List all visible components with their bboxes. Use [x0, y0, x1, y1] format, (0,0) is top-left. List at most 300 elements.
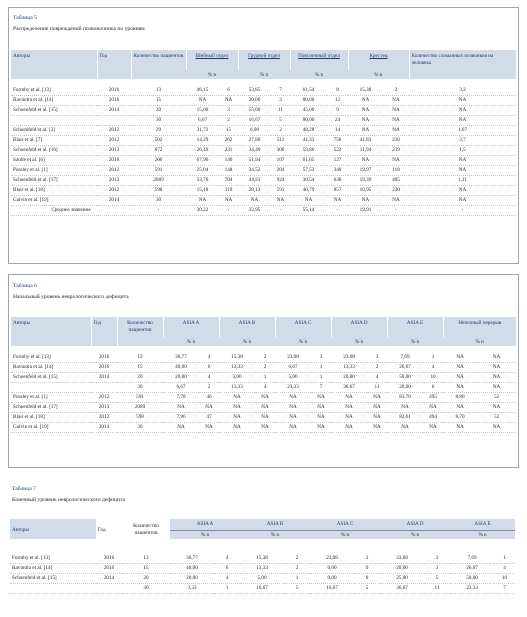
value-cell: 51,94: [238, 155, 271, 165]
value-cell: 3: [219, 105, 238, 115]
value-cell: 8,80: [443, 392, 477, 402]
value-cell: 10,95: [348, 185, 383, 195]
t6-header-pct-n: % n: [163, 337, 219, 346]
average-value: -: [327, 205, 348, 215]
value-cell: 13,33: [331, 362, 367, 372]
table-row: [11, 195, 516, 205]
value-cell: 206: [131, 155, 186, 165]
value-cell: 1: [284, 573, 310, 583]
value-cell: 405: [383, 175, 409, 185]
value-cell: 30,77: [170, 553, 214, 563]
t6-header-pct-n: % n: [387, 337, 443, 346]
value-cell: NA: [163, 422, 199, 432]
value-cell: 7: [271, 85, 290, 95]
value-cell: 2012: [97, 125, 131, 135]
author-cell: Formby et al. [13]: [10, 553, 96, 563]
value-cell: 80,00: [290, 115, 327, 125]
t5-header-cervical: Шейный отдел: [186, 50, 238, 70]
author-cell: Schoenfeld et al. [3]: [11, 125, 97, 135]
value-cell: 1,07: [409, 125, 516, 135]
t6-header-asia-a: ASIA A: [163, 317, 219, 337]
t6-header-pct-n: % n: [275, 337, 331, 346]
t7-header-asia-e: ASIA E: [450, 519, 515, 530]
table-7-body: [10, 553, 515, 593]
average-value: -: [271, 205, 290, 215]
value-cell: 598: [117, 412, 163, 422]
table-row: [11, 412, 516, 422]
value-cell: 4: [214, 573, 240, 583]
value-cell: 61,65: [290, 155, 327, 165]
table-5-block: [8, 7, 519, 264]
value-cell: 2014: [97, 195, 131, 205]
value-cell: 20: [122, 573, 170, 583]
value-cell: 3: [424, 563, 450, 573]
t7-header-pct-n: % n: [380, 530, 450, 539]
table-row: [10, 563, 515, 573]
value-cell: 300: [271, 145, 290, 155]
value-cell: 1,11: [409, 175, 516, 185]
value-cell: NA: [311, 412, 331, 422]
t6-header-asia-d: ASIA D: [331, 317, 387, 337]
value-cell: NA: [238, 195, 271, 205]
value-cell: 30: [117, 382, 163, 392]
value-cell: 9: [327, 105, 348, 115]
value-cell: 13,33: [219, 382, 255, 392]
table-row: [10, 553, 515, 563]
value-cell: 30,54: [290, 175, 327, 185]
value-cell: 8: [327, 85, 348, 95]
value-cell: NA: [409, 165, 516, 175]
table-5: [11, 50, 516, 216]
value-cell: NA: [275, 402, 311, 412]
author-cell: Schoenfeld et al. [15]: [11, 105, 97, 115]
author-cell: Galvin et al. [19]: [11, 195, 97, 205]
table-7: [10, 519, 515, 594]
value-cell: NA: [163, 402, 199, 412]
value-cell: 34,40: [238, 145, 271, 155]
value-cell: 6,67: [163, 382, 199, 392]
t6-header-year: Год: [91, 317, 117, 346]
value-cell: 13,33: [240, 563, 284, 573]
value-cell: 107: [271, 155, 290, 165]
t5-header-thoracic: Грудной отдел: [238, 50, 290, 70]
value-cell: 2: [271, 125, 290, 135]
value-cell: 36,67: [331, 382, 367, 392]
value-cell: 26,49: [186, 145, 219, 155]
value-cell: 638: [327, 175, 348, 185]
t5-header-pct-n: % n: [290, 70, 348, 79]
value-cell: 2016: [91, 352, 117, 362]
value-cell: 1: [423, 352, 443, 362]
value-cell: 2016: [91, 362, 117, 372]
value-cell: 2012: [91, 412, 117, 422]
value-cell: 511: [271, 135, 290, 145]
t6-header-authors: Авторы: [11, 317, 91, 346]
value-cell: 857: [327, 185, 348, 195]
value-cell: 0: [354, 573, 380, 583]
value-cell: 15,18: [186, 185, 219, 195]
author-cell: Possley et al. [1]: [11, 392, 91, 402]
value-cell: NA: [409, 185, 516, 195]
value-cell: 23,08: [380, 553, 424, 563]
value-cell: 26,67: [450, 563, 494, 573]
value-cell: NA: [219, 195, 238, 205]
author-cell: Schoenfeld et al. [15]: [10, 573, 96, 583]
value-cell: 6: [219, 85, 238, 95]
t6-header-incomplete: Неполный перерыв: [443, 317, 516, 337]
value-cell: NA: [409, 155, 516, 165]
value-cell: NA: [383, 105, 409, 115]
value-cell: NA: [348, 195, 383, 205]
table-row: [11, 85, 516, 95]
value-cell: 210: [383, 135, 409, 145]
value-cell: 262: [219, 135, 238, 145]
table-row: [11, 95, 516, 105]
value-cell: 40,00: [170, 563, 214, 573]
t7-header-asia-a: ASIA A: [170, 519, 240, 530]
value-cell: 2089: [131, 175, 186, 185]
author-cell: Formby et al. [13]: [11, 352, 91, 362]
author-cell: [10, 583, 96, 593]
value-cell: NA: [199, 422, 219, 432]
value-cell: 7: [311, 382, 331, 392]
author-cell: Ravindra et al. [14]: [10, 563, 96, 573]
value-cell: 36,67: [380, 583, 424, 593]
t7-header-asia-b: ASIA B: [240, 519, 310, 530]
value-cell: 15,38: [219, 352, 255, 362]
t7-header-asia-d: ASIA D: [380, 519, 450, 530]
value-cell: NA: [199, 402, 219, 412]
t5-header-complex: Количество сломанных позвонков на человека: [409, 50, 516, 79]
value-cell: NA: [367, 392, 387, 402]
average-value: 33,95: [238, 205, 271, 215]
value-cell: 7,69: [450, 553, 494, 563]
value-cell: 2013: [91, 402, 117, 412]
value-cell: NA: [443, 362, 477, 372]
value-cell: 12: [327, 95, 348, 105]
value-cell: 83,76: [387, 392, 423, 402]
value-cell: 31,72: [186, 125, 219, 135]
value-cell: 1: [311, 362, 331, 372]
value-cell: 3: [367, 352, 387, 362]
value-cell: 7: [494, 583, 515, 593]
table-5-caption: Таблица 5: [13, 15, 37, 21]
value-cell: 4: [199, 352, 219, 362]
value-cell: NA: [348, 115, 383, 125]
value-cell: 6: [423, 382, 443, 392]
t5-header-authors: Авторы: [11, 50, 97, 79]
value-cell: 4: [214, 553, 240, 563]
value-cell: NA: [477, 402, 516, 412]
value-cell: 5: [354, 583, 380, 593]
table-6: [11, 317, 516, 433]
value-cell: 23,33: [450, 583, 494, 593]
value-cell: 2: [255, 362, 275, 372]
value-cell: 11: [424, 583, 450, 593]
value-cell: 2014: [96, 573, 122, 583]
value-cell: 2014: [91, 372, 117, 382]
value-cell: 5: [424, 573, 450, 583]
value-cell: 13: [131, 85, 186, 95]
value-cell: NA: [275, 422, 311, 432]
value-cell: NA: [186, 195, 219, 205]
value-cell: 30: [131, 115, 186, 125]
value-cell: 2014: [91, 422, 117, 432]
value-cell: 2016: [96, 553, 122, 563]
value-cell: 7,69: [387, 352, 423, 362]
value-cell: 10: [494, 573, 515, 583]
t7-header-authors: Авторы: [10, 519, 96, 539]
value-cell: 15,38: [240, 553, 284, 563]
value-cell: 15,38: [348, 85, 383, 95]
value-cell: NA: [290, 195, 327, 205]
table-row: [11, 125, 516, 135]
t5-header-year: Год: [97, 50, 131, 79]
t7-header-count: Количество пациентов: [122, 519, 170, 539]
value-cell: 15: [117, 362, 163, 372]
value-cell: 20: [117, 372, 163, 382]
value-cell: NA: [255, 422, 275, 432]
t6-header-count: Количество пациентов: [117, 317, 163, 346]
value-cell: 16,67: [240, 583, 284, 593]
value-cell: 2: [199, 382, 219, 392]
value-cell: NA: [311, 392, 331, 402]
value-cell: NA: [275, 392, 311, 402]
author-cell: Formby et al. [13]: [11, 85, 97, 95]
value-cell: 4: [423, 362, 443, 372]
value-cell: NA: [367, 412, 387, 422]
value-cell: 2016: [97, 95, 131, 105]
value-cell: 1: [214, 583, 240, 593]
value-cell: 41,33: [290, 135, 327, 145]
value-cell: NA: [311, 402, 331, 412]
value-cell: 494: [423, 412, 443, 422]
value-cell: 5,00: [275, 372, 311, 382]
value-cell: 46: [199, 392, 219, 402]
value-cell: 4: [199, 372, 219, 382]
value-cell: 522: [327, 145, 348, 155]
table-row: [10, 573, 515, 583]
average-value: 30,22: [186, 205, 219, 215]
value-cell: 495: [423, 392, 443, 402]
value-cell: 20,00: [170, 573, 214, 583]
average-value: 19,91: [348, 205, 383, 215]
value-cell: 3,7: [409, 135, 516, 145]
value-cell: 25,04: [186, 165, 219, 175]
t5-header-lumbar: Поясничный отдел: [290, 50, 348, 70]
table-row: [11, 402, 516, 412]
author-cell: Saulle et al. [6]: [11, 155, 97, 165]
value-cell: 59,86: [290, 145, 327, 155]
value-cell: 148: [219, 165, 238, 175]
value-cell: 46,15: [186, 85, 219, 95]
author-cell: Schoenfeld et al. [17]: [11, 402, 91, 412]
value-cell: NA: [477, 372, 516, 382]
value-cell: 4: [367, 372, 387, 382]
author-cell: Schoenfeld et al. [17]: [11, 175, 97, 185]
author-cell: [11, 382, 91, 392]
value-cell: 2016: [97, 85, 131, 95]
value-cell: NA: [255, 412, 275, 422]
value-cell: 50,00: [387, 372, 423, 382]
value-cell: 591: [131, 165, 186, 175]
value-cell: 758: [327, 135, 348, 145]
value-cell: 6,90: [238, 125, 271, 135]
author-cell: Possley et al. [1]: [11, 165, 97, 175]
value-cell: 2012: [97, 135, 131, 145]
value-cell: NA: [219, 95, 238, 105]
average-row: [11, 205, 516, 215]
value-cell: 2: [219, 115, 238, 125]
value-cell: 52: [477, 412, 516, 422]
value-cell: 40,79: [290, 185, 327, 195]
value-cell: 924: [271, 175, 290, 185]
value-cell: 3: [271, 95, 290, 105]
value-cell: 2013: [97, 145, 131, 155]
value-cell: NA: [255, 392, 275, 402]
table-6-block: [8, 274, 519, 468]
value-cell: NA: [443, 402, 477, 412]
value-cell: 2016: [96, 563, 122, 573]
value-cell: NA: [443, 372, 477, 382]
value-cell: NA: [383, 115, 409, 125]
value-cell: 82,61: [387, 412, 423, 422]
value-cell: 5,00: [240, 573, 284, 583]
value-cell: 6,67: [275, 362, 311, 372]
value-cell: 4: [494, 563, 515, 573]
value-cell: NA: [186, 95, 219, 105]
value-cell: 7,86: [163, 412, 199, 422]
value-cell: NA: [383, 125, 409, 135]
table-row: [11, 422, 516, 432]
table-row: [11, 185, 516, 195]
value-cell: NA: [477, 422, 516, 432]
average-value: -: [131, 205, 186, 215]
value-cell: NA: [331, 402, 367, 412]
value-cell: NA: [409, 95, 516, 105]
value-cell: 15,00: [186, 105, 219, 115]
value-cell: 24: [327, 115, 348, 125]
value-cell: NA: [219, 392, 255, 402]
value-cell: 6: [214, 563, 240, 573]
value-cell: 319: [219, 185, 238, 195]
t7-header-pct-n: % n: [170, 530, 240, 539]
value-cell: NA: [383, 95, 409, 105]
author-cell: Galvin et al. [19]: [11, 422, 91, 432]
value-cell: 33,70: [186, 175, 219, 185]
value-cell: 1,5: [409, 145, 516, 155]
value-cell: 140: [219, 155, 238, 165]
value-cell: 10: [423, 372, 443, 382]
value-cell: 8,70: [443, 412, 477, 422]
value-cell: 2013: [97, 175, 131, 185]
value-cell: NA: [219, 412, 255, 422]
value-cell: 2012: [91, 392, 117, 402]
value-cell: 0,00: [310, 563, 354, 573]
value-cell: NA: [443, 382, 477, 392]
table-row: [11, 362, 516, 372]
value-cell: 40,00: [163, 362, 199, 372]
value-cell: 230: [383, 185, 409, 195]
value-cell: 28,13: [238, 185, 271, 195]
value-cell: 2: [255, 352, 275, 362]
value-cell: 1: [255, 372, 275, 382]
value-cell: NA: [409, 115, 516, 125]
average-label: Среднее значение: [11, 205, 131, 215]
value-cell: 13: [122, 553, 170, 563]
value-cell: NA: [383, 195, 409, 205]
value-cell: NA: [409, 105, 516, 115]
value-cell: 13: [117, 352, 163, 362]
value-cell: 23,08: [331, 352, 367, 362]
value-cell: NA: [423, 422, 443, 432]
value-cell: NA: [331, 412, 367, 422]
value-cell: 15: [131, 95, 186, 105]
author-cell: Blair et al. [7]: [11, 135, 97, 145]
t5-header-pct-n: % n: [348, 70, 409, 79]
value-cell: NA: [367, 402, 387, 412]
value-cell: 2016: [97, 155, 131, 165]
value-cell: 20,00: [163, 372, 199, 382]
table-7-block: [8, 478, 519, 614]
value-cell: 6,67: [186, 115, 219, 125]
value-cell: NA: [219, 422, 255, 432]
value-cell: 6: [199, 362, 219, 372]
t7-header-pct-n: % n: [450, 530, 515, 539]
value-cell: 67,96: [186, 155, 219, 165]
table-7-subtitle: Конечный уровень неврологического дефицита: [12, 497, 125, 503]
value-cell: 5,00: [219, 372, 255, 382]
value-cell: NA: [331, 392, 367, 402]
value-cell: 50,00: [450, 573, 494, 583]
value-cell: NA: [443, 352, 477, 362]
value-cell: 23,33: [275, 382, 311, 392]
t5-header-count: Количество пациентов: [131, 50, 186, 79]
value-cell: NA: [477, 352, 516, 362]
value-cell: 29: [131, 125, 186, 135]
value-cell: [96, 583, 122, 593]
table-row: [11, 105, 516, 115]
value-cell: 1: [311, 372, 331, 382]
table-row: [11, 372, 516, 382]
table-row: [11, 145, 516, 155]
value-cell: 3,2: [409, 85, 516, 95]
value-cell: 11: [271, 105, 290, 115]
value-cell: 15: [219, 125, 238, 135]
value-cell: 231: [219, 145, 238, 155]
value-cell: 20,00: [380, 563, 424, 573]
value-cell: 2: [383, 85, 409, 95]
value-cell: 11,94: [348, 145, 383, 155]
value-cell: 0: [354, 563, 380, 573]
value-cell: 591: [271, 185, 290, 195]
table-row: [11, 392, 516, 402]
value-cell: 598: [131, 185, 186, 195]
value-cell: 3,33: [170, 583, 214, 593]
table-6-body: [11, 352, 516, 432]
value-cell: 26,67: [387, 362, 423, 372]
value-cell: 4: [255, 382, 275, 392]
value-cell: NA: [387, 402, 423, 412]
value-cell: NA: [348, 155, 383, 165]
table-5-subtitle: Распределение повреждений позвоночника по уровням: [13, 26, 145, 32]
table-row: [11, 155, 516, 165]
value-cell: 3: [311, 352, 331, 362]
value-cell: 25,00: [380, 573, 424, 583]
value-cell: 127: [327, 155, 348, 165]
author-cell: Ravindra et al. [14]: [11, 95, 97, 105]
value-cell: 30: [131, 195, 186, 205]
